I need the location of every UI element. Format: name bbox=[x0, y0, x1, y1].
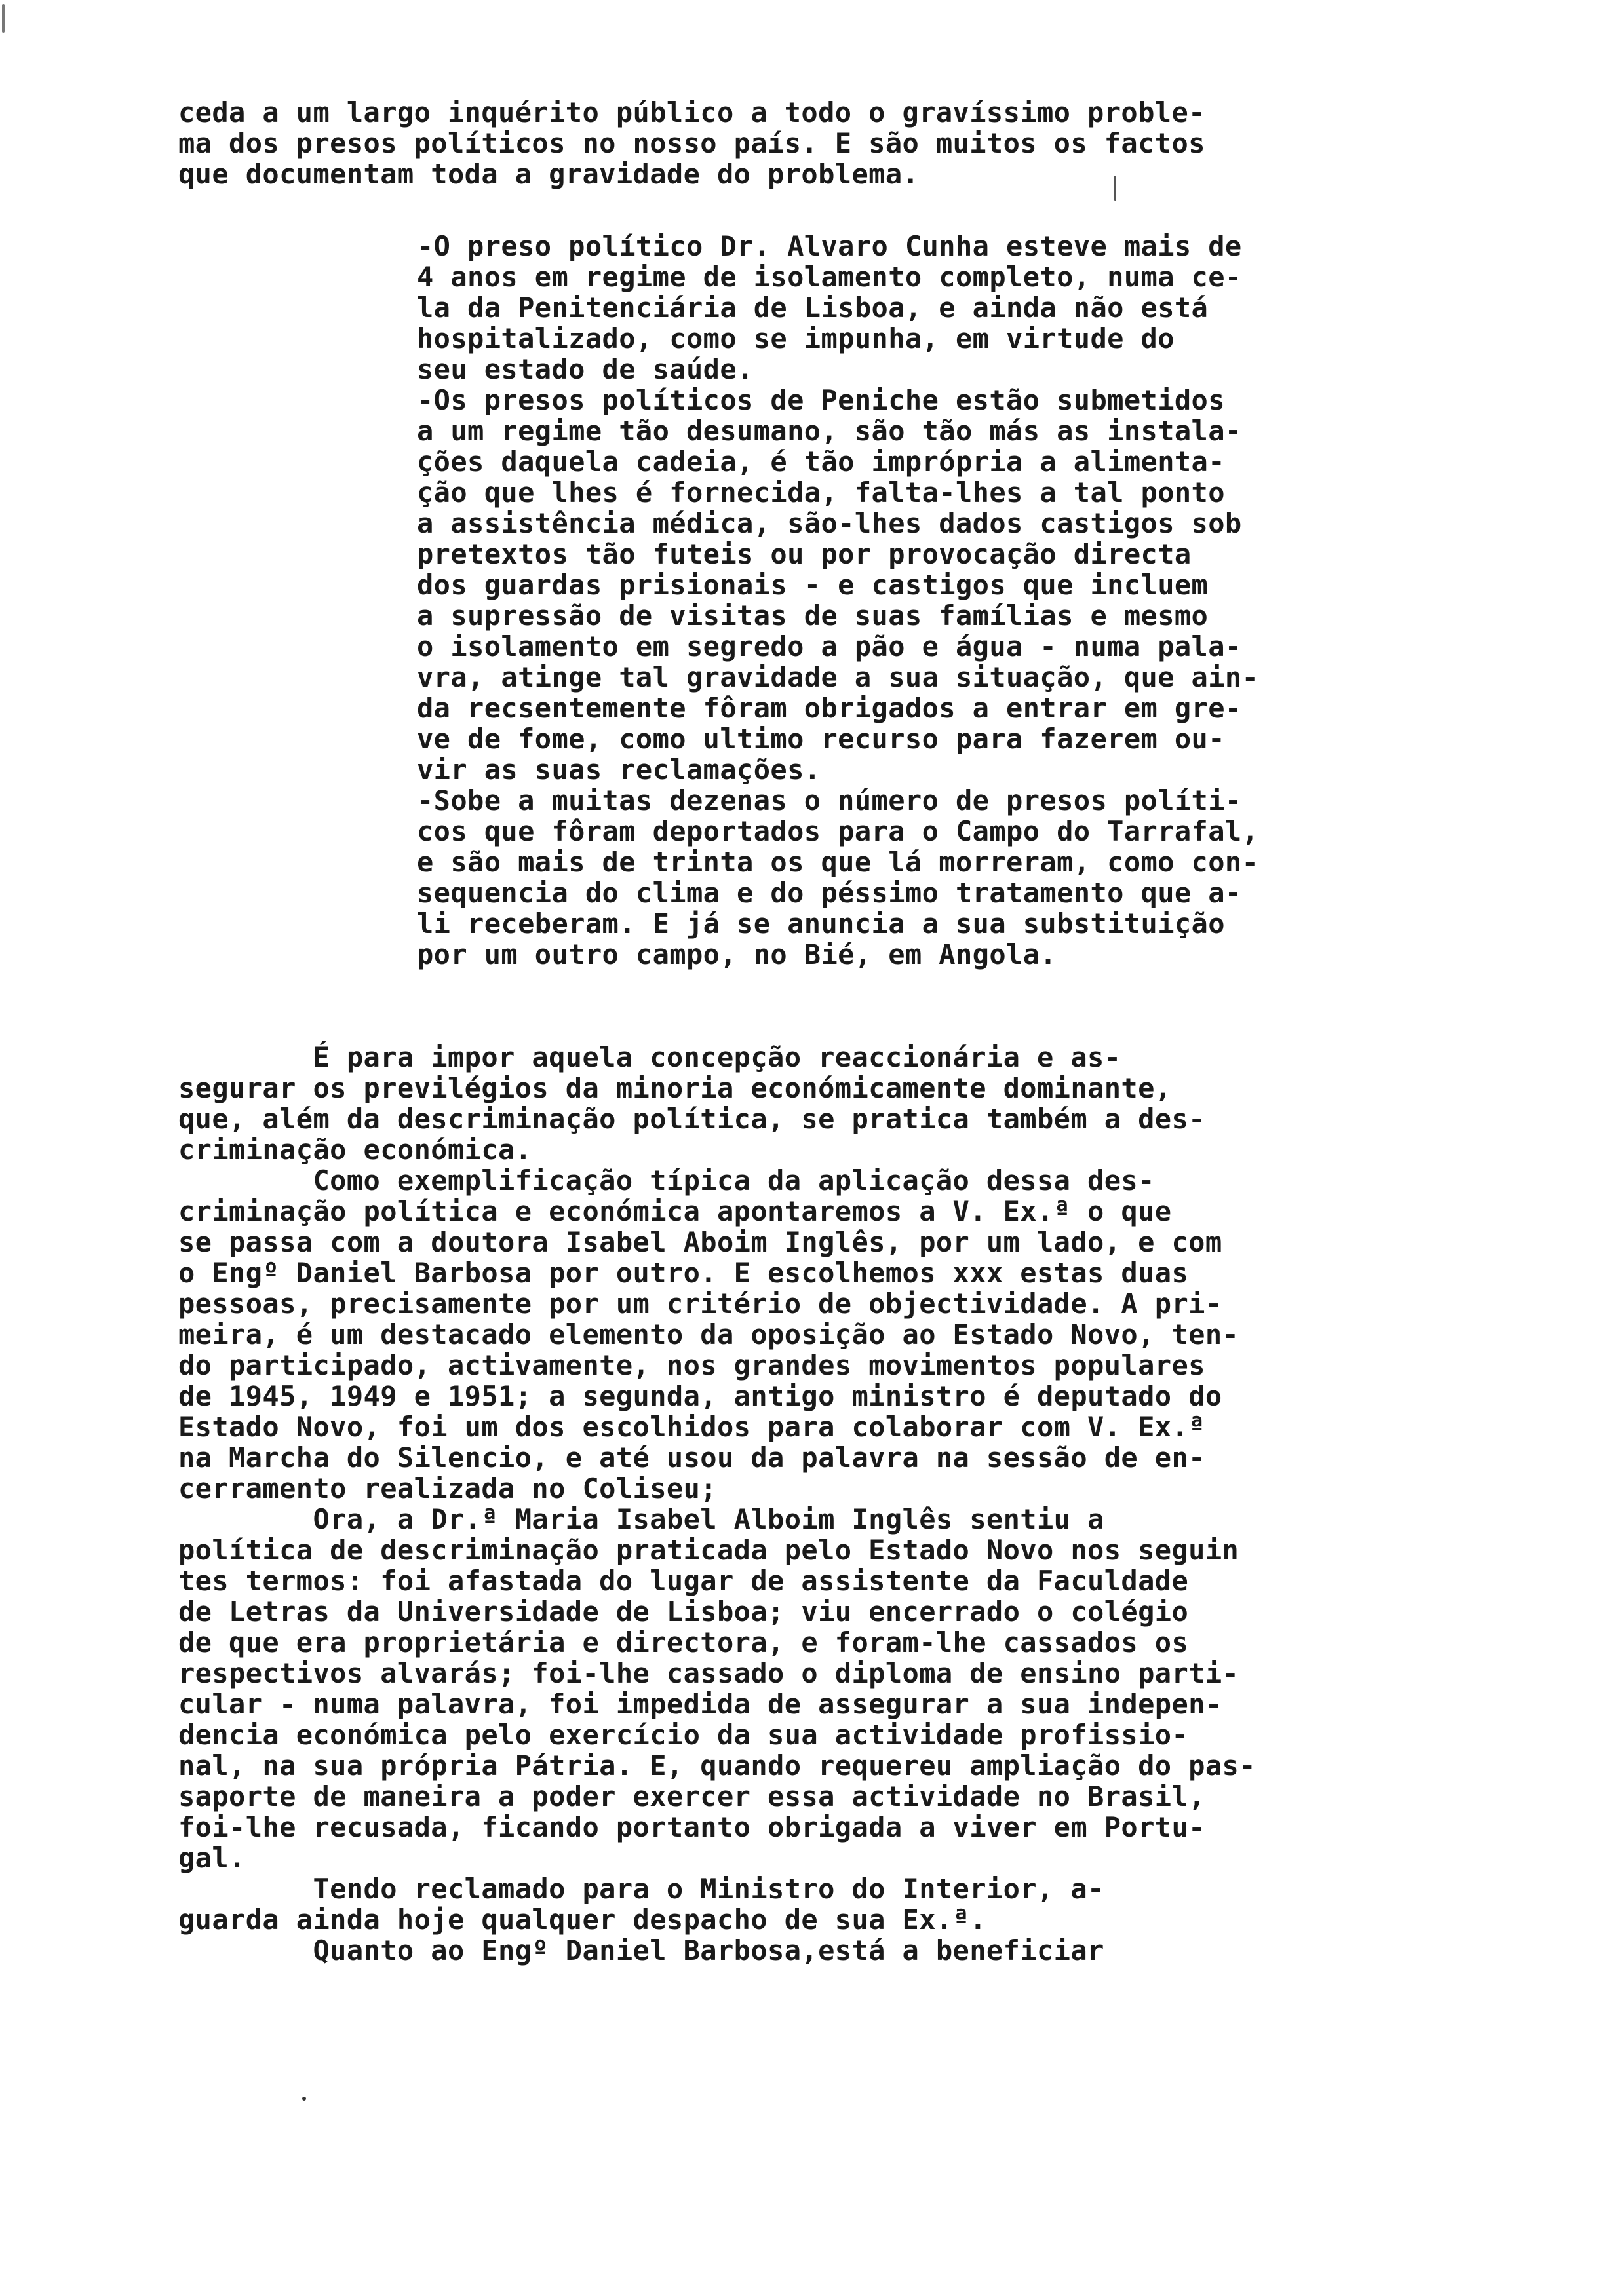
text-line: ções daquela cadeia, é tão imprópria a alimenta- bbox=[417, 446, 1225, 478]
text-line: li receberam. E já se anuncia a sua substituição bbox=[417, 908, 1225, 940]
text-line: -Os presos políticos de Peniche estão submetidos bbox=[417, 384, 1225, 416]
text-line: ma dos presos políticos no nosso país. E são muitos os factos bbox=[178, 127, 1205, 159]
text-line: criminação económica. bbox=[178, 1134, 532, 1166]
text-line: vir as suas reclamações. bbox=[417, 754, 821, 786]
text-line: se passa com a doutora Isabel Aboim Inglês, por um lado, e com bbox=[178, 1226, 1222, 1258]
text-line: na Marcha do Silencio, e até usou da palavra na sessão de en- bbox=[178, 1442, 1205, 1474]
text-line: saporte de maneira a poder exercer essa actividade no Brasil, bbox=[178, 1780, 1205, 1812]
text-line: cos que fôram deportados para o Campo do Tarrafal, bbox=[417, 815, 1259, 847]
text-line: É para impor aquela concepção reaccionária e as- bbox=[178, 1041, 1121, 1073]
text-line: pretextos tão futeis ou por provocação directa bbox=[417, 538, 1192, 570]
text-line: gal. bbox=[178, 1842, 246, 1874]
text-line: de 1945, 1949 e 1951; a segunda, antigo ministro é deputado do bbox=[178, 1380, 1222, 1412]
text-line: a assistência médica, são-lhes dados castigos sob bbox=[417, 507, 1242, 539]
text-line: a supressão de visitas de suas famílias e mesmo bbox=[417, 600, 1209, 632]
text-line: ção que lhes é fornecida, falta-lhes a tal ponto bbox=[417, 476, 1225, 508]
page-edge-mark bbox=[2, 4, 5, 33]
text-line: ceda a um largo inquérito público a todo o gravíssimo proble- bbox=[178, 96, 1205, 128]
text-line: sequencia do clima e do péssimo tratamento que a- bbox=[417, 877, 1242, 909]
text-line: dencia económica pelo exercício da sua actividade profissio- bbox=[178, 1719, 1189, 1751]
text-line: Quanto ao Engº Daniel Barbosa,está a beneficiar bbox=[178, 1934, 1104, 1966]
text-line: Ora, a Dr.ª Maria Isabel Alboim Inglês sentiu a bbox=[178, 1503, 1104, 1535]
text-line: cular - numa palavra, foi impedida de assegurar a sua indepen- bbox=[178, 1688, 1222, 1720]
text-line: do participado, activamente, nos grandes movimentos populares bbox=[178, 1349, 1205, 1381]
body-paragraphs bbox=[178, 1042, 1256, 1966]
text-line: tes termos: foi afastada do lugar de assistente da Faculdade bbox=[178, 1565, 1189, 1597]
text-line: foi-lhe recusada, ficando portanto obrigada a viver em Portu- bbox=[178, 1811, 1205, 1843]
text-line: por um outro campo, no Bié, em Angola. bbox=[417, 938, 1057, 970]
text-line: ve de fome, como ultimo recurso para fazerem ou- bbox=[417, 723, 1225, 755]
ink-speck bbox=[302, 2097, 306, 2101]
text-line: a um regime tão desumano, são tão más as instala- bbox=[417, 415, 1242, 447]
text-line: -O preso político Dr. Alvaro Cunha esteve mais de bbox=[417, 230, 1242, 262]
text-line: e são mais de trinta os que lá morreram, como con- bbox=[417, 846, 1259, 878]
text-line: criminação política e económica apontaremos a V. Ex.ª o que bbox=[178, 1195, 1172, 1227]
text-line: Tendo reclamado para o Ministro do Interior, a- bbox=[178, 1873, 1104, 1905]
text-line: respectivos alvarás; foi-lhe cassado o diploma de ensino parti- bbox=[178, 1657, 1239, 1689]
text-line: de que era proprietária e directora, e foram-lhe cassados os bbox=[178, 1626, 1189, 1658]
text-line: dos guardas prisionais - e castigos que incluem bbox=[417, 569, 1209, 601]
text-line: o isolamento em segredo a pão e água - numa pala- bbox=[417, 630, 1242, 662]
text-line: segurar os previlégios da minoria económicamente dominante, bbox=[178, 1072, 1172, 1104]
text-line: guarda ainda hoje qualquer despacho de sua Ex.ª. bbox=[178, 1904, 986, 1936]
text-line: da recsentemente fôram obrigados a entrar em gre- bbox=[417, 692, 1242, 724]
text-line: Estado Novo, foi um dos escolhidos para colaborar com V. Ex.ª bbox=[178, 1411, 1205, 1443]
text-line: que, além da descriminação política, se pratica também a des- bbox=[178, 1103, 1205, 1135]
indented-list bbox=[417, 231, 1258, 970]
text-line: vra, atinge tal gravidade a sua situação, que ain- bbox=[417, 661, 1259, 693]
text-line: que documentam toda a gravidade do problema. bbox=[178, 158, 920, 190]
text-line: -Sobe a muitas dezenas o número de presos políti- bbox=[417, 784, 1242, 816]
text-line: nal, na sua própria Pátria. E, quando requereu ampliação do pas- bbox=[178, 1750, 1256, 1782]
text-line: hospitalizado, como se impunha, em virtude do bbox=[417, 322, 1175, 354]
text-line: la da Penitenciária de Lisboa, e ainda não está bbox=[417, 292, 1209, 324]
text-line: cerramento realizada no Coliseu; bbox=[178, 1472, 717, 1504]
text-line: seu estado de saúde. bbox=[417, 353, 754, 385]
text-line: pessoas, precisamente por um critério de objectividade. A pri- bbox=[178, 1288, 1222, 1320]
text-line: o Engº Daniel Barbosa por outro. E escolhemos xxx estas duas bbox=[178, 1257, 1189, 1289]
text-line: meira, é um destacado elemento da oposição ao Estado Novo, ten- bbox=[178, 1318, 1239, 1350]
text-line: Como exemplificação típica da aplicação dessa des- bbox=[178, 1164, 1155, 1196]
text-line: política de descriminação praticada pelo Estado Novo nos seguin bbox=[178, 1534, 1239, 1566]
text-line: de Letras da Universidade de Lisboa; viu encerrado o colégio bbox=[178, 1596, 1189, 1628]
text-line: 4 anos em regime de isolamento completo, numa ce- bbox=[417, 261, 1242, 293]
intro-paragraph bbox=[178, 97, 1205, 189]
